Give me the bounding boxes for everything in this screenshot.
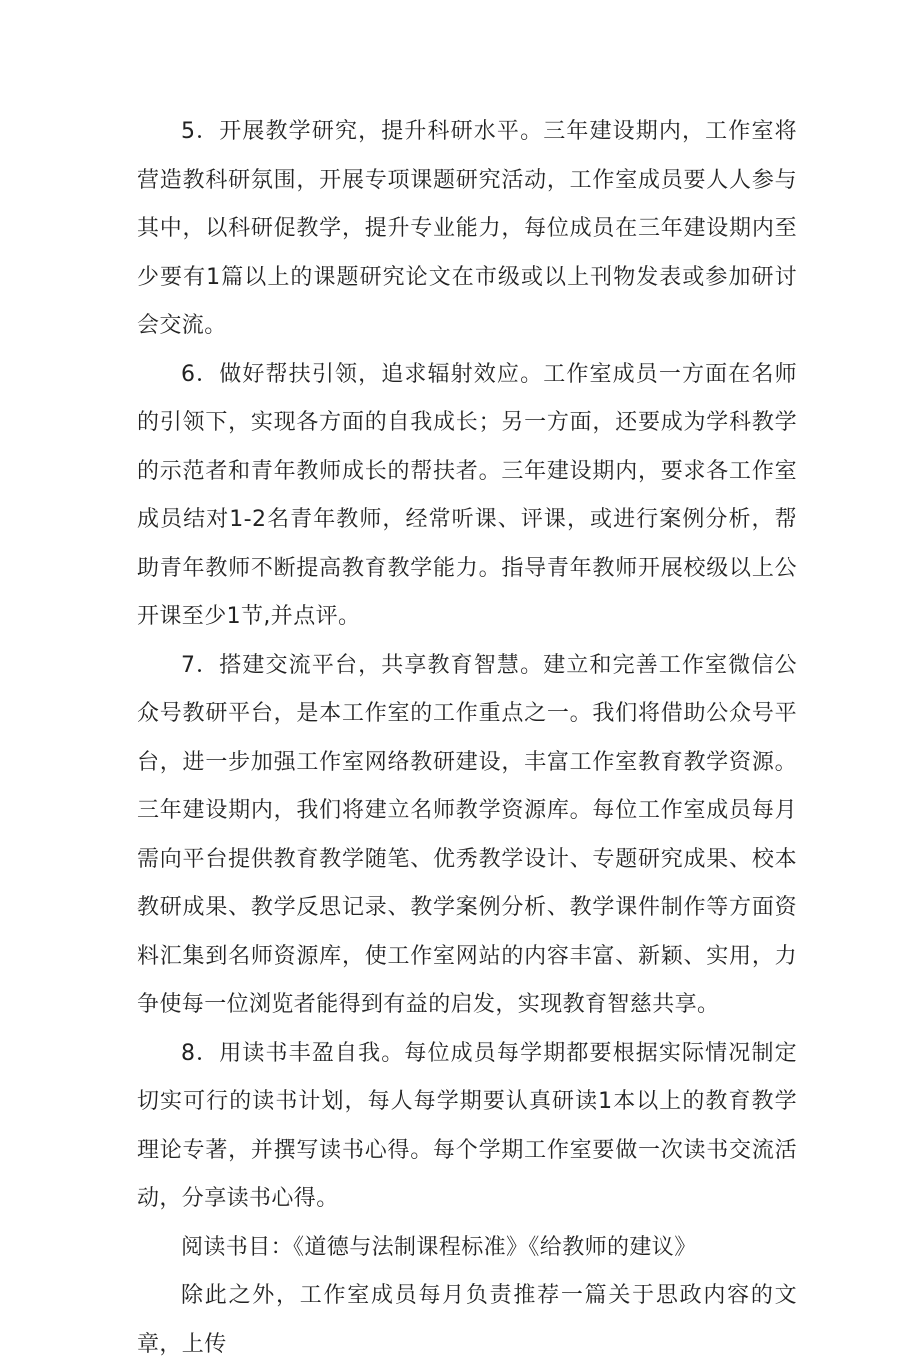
paragraph-item-8: 8．用读书丰盈自我。每位成员每学期都要根据实际情况制定切实可行的读书计划，每人每学期要认真研读1本以上的教育教学理论专著，并撰写读书心得。每个学期工作室要做一次读书交流活动，分享读书心得。 (137, 1040, 797, 1211)
document-body (137, 108, 797, 1369)
paragraph-item-7: 7．搭建交流平台，共享教育智慧。建立和完善工作室微信公众号教研平台，是本工作室的工作重点之一。我们将借助公众号平台，进一步加强工作室网络教研建设，丰富工作室教育教学资源。三年建设期内，我们将建立名师教学资源库。每位工作室成员每月需向平台提供教育教学随笔、优秀教学设计、专题研究成果、校本教研成果、教学反思记录、教学案例分析、教学课件制作等方面资料汇集到名师资源库，使工作室网站的内容丰富、新颖、实用，力争使每一位浏览者能得到有益的启发，实现教育智慈共享。 (137, 652, 797, 1017)
reading-list: 阅读书目：《道德与法制课程标准》《给教师的建议》 (181, 1234, 697, 1260)
paragraph-item-5: 5．开展教学研究，提升科研水平。三年建设期内，工作室将营造教科研氛围，开展专项课题研究活动，工作室成员要人人参与其中，以科研促教学，提升专业能力，每位成员在三年建设期内至少要有1篇以上的课题研究论文在市级或以上刊物发表或参加研讨会交流。 (137, 119, 797, 338)
paragraph-additional: 除此之外，工作室成员每月负责推荐一篇关于思政内容的文章，上传 (137, 1283, 797, 1357)
paragraph-item-6: 6．做好帮扶引领，追求辐射效应。工作室成员一方面在名师的引领下，实现各方面的自我成长；另一方面，还要成为学科教学的示范者和青年教师成长的帮扶者。三年建设期内，要求各工作室成员结对1-2名青年教师，经常听课、评课，或进行案例分析，帮助青年教师不断提高教育教学能力。指导青年教师开展校级以上公开课至少1节,并点评。 (137, 361, 797, 629)
